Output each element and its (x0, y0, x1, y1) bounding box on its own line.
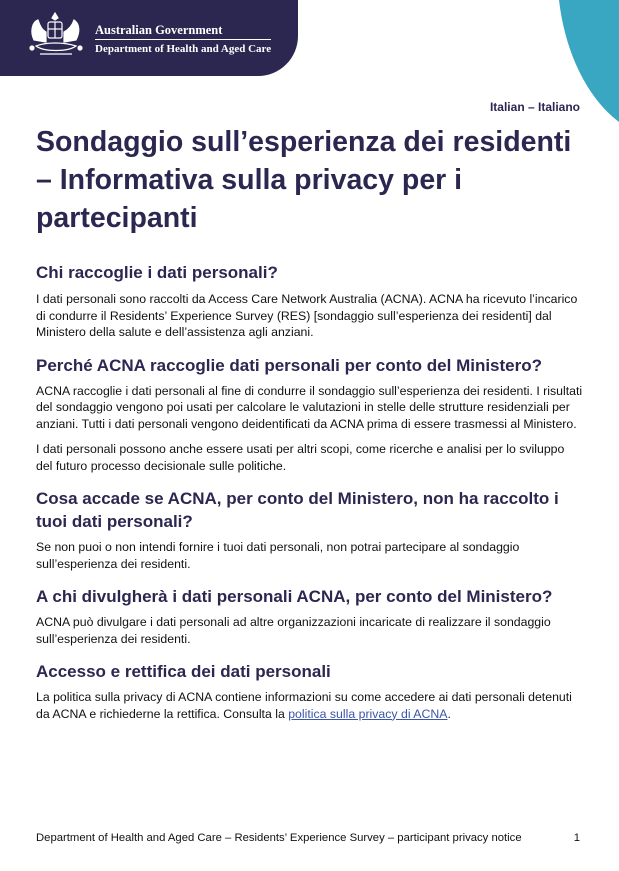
section-who-collects (36, 261, 584, 341)
section-paragraph: ACNA può divulgare i dati personali ad altre organizzazioni incaricate di realizzare il sondaggio sull’esperienza dei residenti. (36, 615, 551, 646)
section-not-collected (36, 487, 584, 572)
paragraph-text-end: . (447, 706, 451, 721)
section-paragraph: Se non puoi o non intendi fornire i tuoi dati personali, non potrai partecipare al sondaggio sull’esperienza dei residenti. (36, 540, 520, 571)
section-paragraph: I dati personali possono anche essere usati per altri scopi, come ricerche e analisi per lo sviluppo del futuro processo decisionale sulle politiche. (36, 442, 565, 473)
section-heading: Perché ACNA raccoglie dati personali per conto del Ministero? (36, 355, 543, 375)
section-access-correction (36, 660, 584, 722)
banner-divider (95, 39, 271, 40)
page-title: Sondaggio sull’esperienza dei residenti – Informativa sulla privacy per i partecipanti (36, 126, 572, 234)
section-why-collect (36, 354, 584, 475)
section-paragraph: ACNA raccoglie i dati personali al fine di condurre il sondaggio sull’esperienza dei residenti. I risultati del sondaggio vengono poi usati per calcolare le valutazioni in stelle delle strutture residenziali per anziani. Tutti i dati personali vengono deidentificati da ACNA prima di essere trasmessi al Ministero. (36, 383, 583, 431)
page-number: 1 (573, 832, 580, 844)
section-heading: Chi raccoglie i dati personali? (36, 263, 278, 282)
language-label: Italian – Italiano (489, 100, 580, 114)
footer-text: Department of Health and Aged Care – Residents’ Experience Survey – participant privacy notice (36, 832, 522, 844)
document-body (36, 123, 584, 722)
section-heading: Cosa accade se ACNA, per conto del Ministero, non ha raccolto i tuoi dati personali? (36, 489, 559, 531)
paragraph-text: La politica sulla privacy di ACNA contiene informazioni su come accedere ai dati personali detenuti da ACNA e richiederne la rettifica. Consulta la (36, 690, 572, 721)
section-paragraph: I dati personali sono raccolti da Access Care Network Australia (ACNA). ACNA ha ricevuto l’incarico di condurre il Residents’ Experience Survey (RES) [sondaggio sull’esperienza dei residenti] dal Ministero della salute e dell’assistenza agli anziani. (36, 292, 578, 339)
government-banner (0, 0, 298, 76)
department-name: Department of Health and Aged Care (95, 43, 272, 55)
section-disclosure (36, 585, 584, 647)
section-paragraph (36, 689, 584, 722)
coat-of-arms-icon (26, 10, 88, 58)
acna-privacy-policy-link[interactable]: politica sulla privacy di ACNA (288, 706, 448, 721)
section-heading: Accesso e rettifica dei dati personali (36, 662, 331, 681)
section-heading: A chi divulgherà i dati personali ACNA, per conto del Ministero? (36, 587, 553, 606)
agency-name: Australian Government (95, 23, 223, 37)
